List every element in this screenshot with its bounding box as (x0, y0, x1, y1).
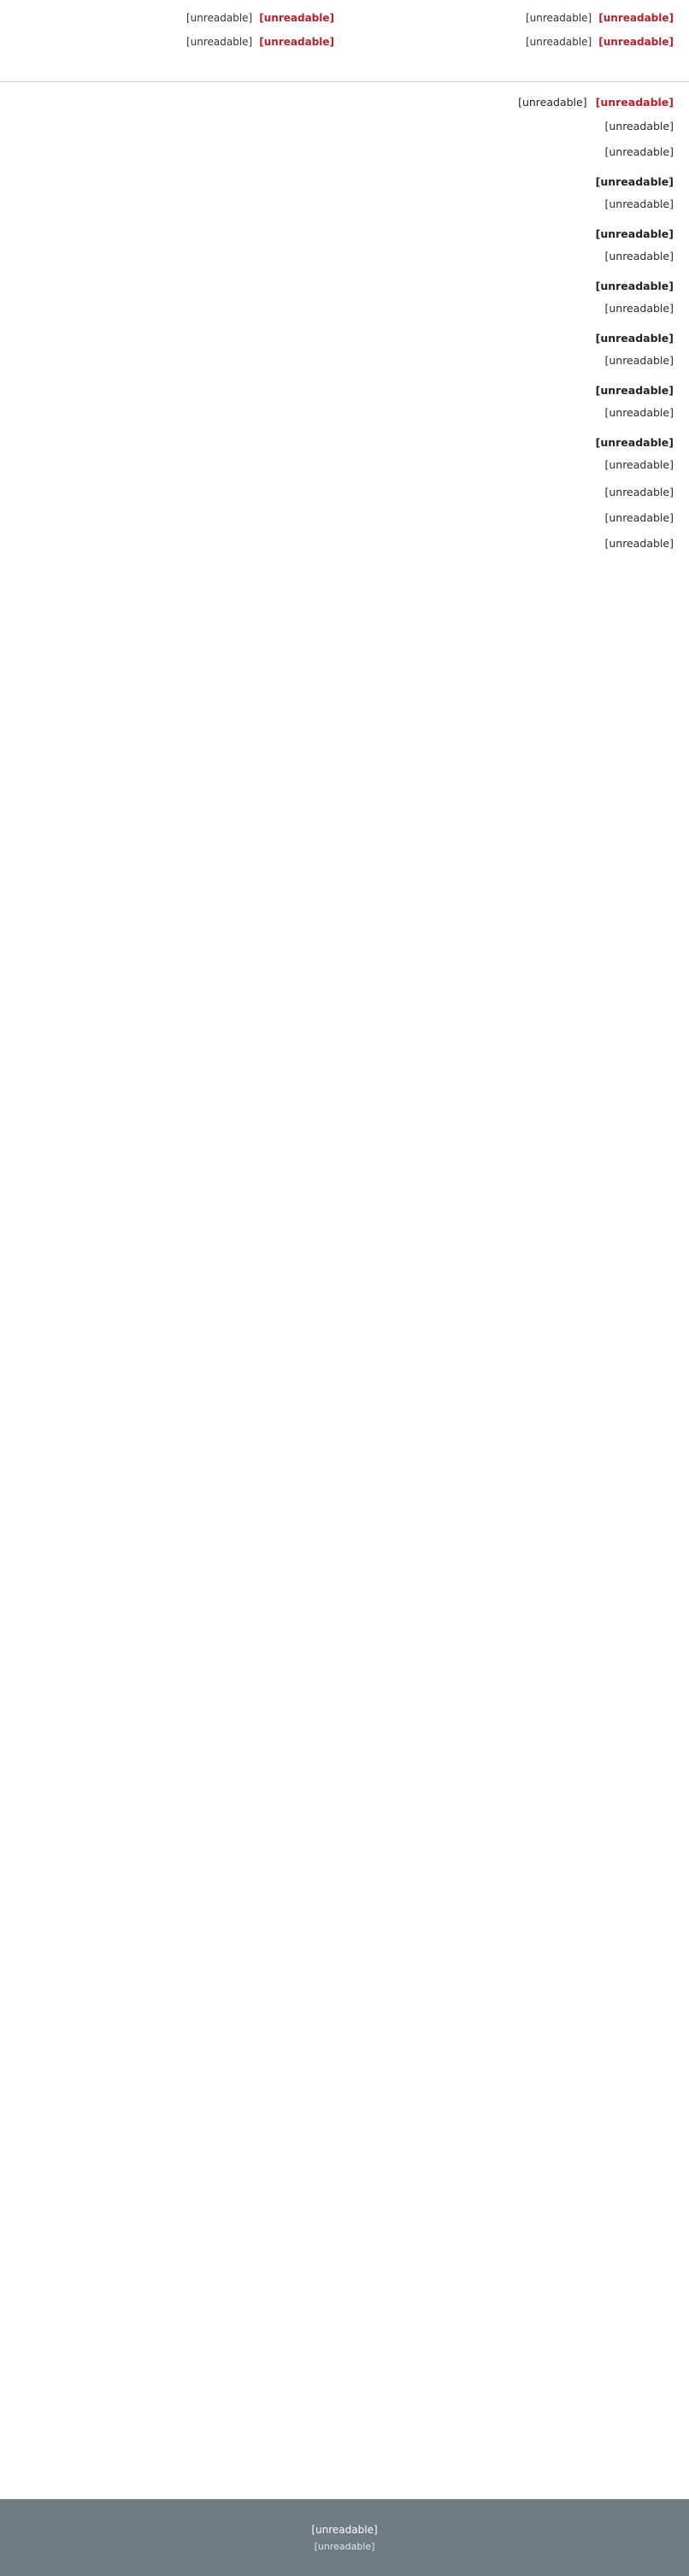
item-description: [unreadable] (604, 250, 674, 262)
issuing-authority (15, 36, 334, 48)
item-block (15, 280, 674, 318)
closing-paragraph: [unreadable] (604, 537, 674, 550)
header-column-left (15, 12, 334, 81)
publish-date-label: [unreadable] (598, 36, 674, 48)
issuing-authority-label: [unreadable] (259, 36, 334, 48)
case-number-label: [unreadable] (259, 12, 334, 24)
case-number-value: [unreadable] (186, 12, 253, 24)
case-number (15, 12, 334, 24)
header-column-right (355, 12, 674, 81)
closing-paragraph: [unreadable] (604, 486, 674, 498)
notice-number-label: [unreadable] (598, 12, 674, 24)
subject-text: [unreadable] (518, 96, 587, 109)
issuing-authority-value: [unreadable] (186, 36, 253, 48)
footer-subtitle: [unreadable] (314, 2540, 375, 2552)
item-title: [unreadable] (595, 332, 674, 345)
subject-label: [unreadable] (595, 96, 674, 109)
closing-paragraph: [unreadable] (604, 511, 674, 524)
item-description: [unreadable] (604, 406, 674, 419)
item-title: [unreadable] (595, 384, 674, 397)
footer-title: [unreadable] (311, 2523, 378, 2536)
item-block (15, 227, 674, 266)
item-description: [unreadable] (604, 458, 674, 471)
item-block (15, 436, 674, 475)
item-block (15, 384, 674, 422)
item-block (15, 332, 674, 370)
item-title: [unreadable] (595, 436, 674, 449)
notice-subject (15, 96, 674, 109)
notice-body (0, 82, 689, 2499)
item-description: [unreadable] (604, 354, 674, 367)
publish-date-value: [unreadable] (525, 36, 592, 48)
item-title: [unreadable] (595, 227, 674, 240)
item-description: [unreadable] (604, 197, 674, 210)
intro-paragraph: [unreadable] (604, 145, 674, 158)
item-title: [unreadable] (595, 175, 674, 188)
notice-number-value: [unreadable] (525, 12, 592, 24)
item-description: [unreadable] (604, 302, 674, 315)
site-footer (0, 2499, 689, 2576)
notice-header (0, 0, 689, 82)
publish-date (355, 36, 674, 48)
notice-number (355, 12, 674, 24)
intro-paragraph: [unreadable] (604, 120, 674, 133)
item-title: [unreadable] (595, 280, 674, 292)
item-block (15, 175, 674, 214)
